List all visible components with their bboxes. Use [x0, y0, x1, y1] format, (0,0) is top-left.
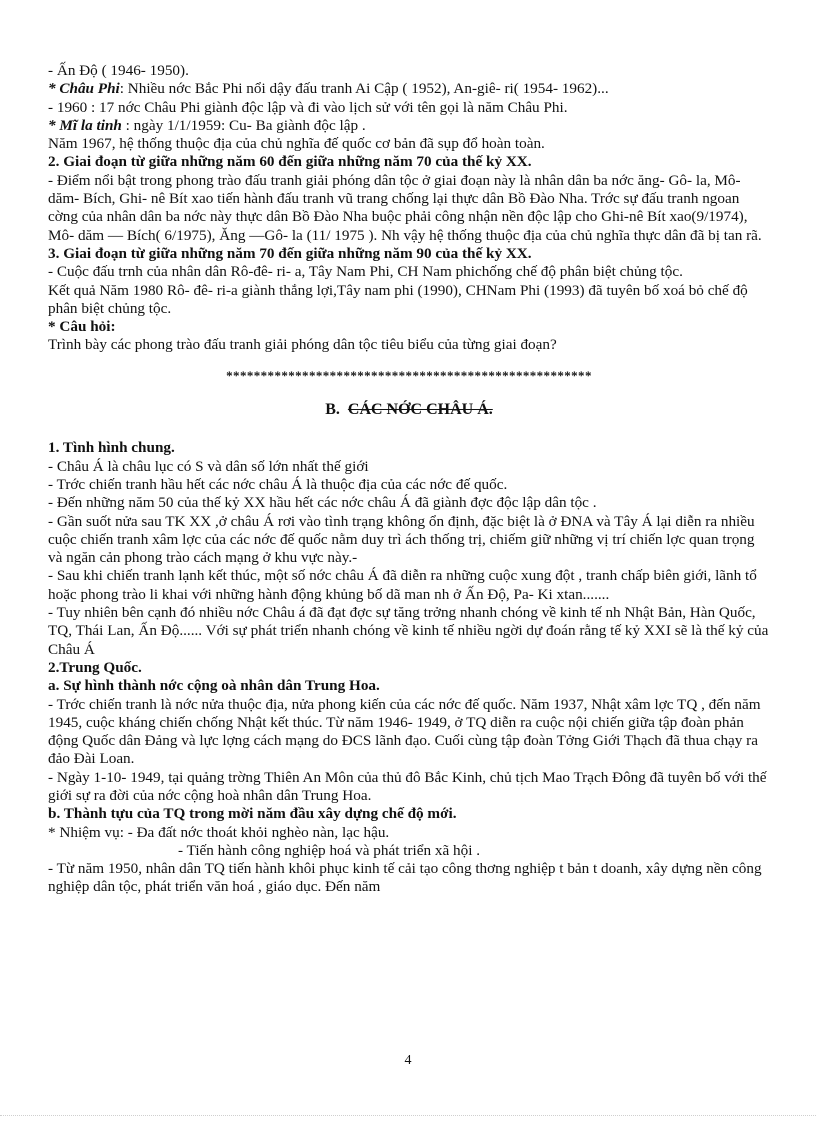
- chau-phi-text: : Nhiều nớc Bắc Phi nổi dậy đấu tranh Ai Cập ( 1952), An-giê- ri( 1954- 1962)...: [119, 80, 609, 98]
- text-line: - Ấn Độ ( 1946- 1950).: [48, 62, 189, 79]
- text-line: * Nhiệm vụ: - Đa đất nớc thoát khỏi nghèo nàn, lạc hậu.: [48, 823, 390, 841]
- text-line: - Châu Á là châu lục có S và dân số lớn nhất thế giới: [48, 457, 369, 475]
- text-line: - Trớc chiến tranh hầu hết các nớc châu Á là thuộc địa của các nớc đế quốc.: [48, 475, 508, 493]
- chau-phi-paragraph: [48, 80, 770, 98]
- paragraph-phase-3: - Cuộc đấu trnh của nhân dân Rô-đê- ri- a, Tây Nam Phi, CH Nam phichống chế độ phân biệt chủng tộc.: [48, 263, 683, 281]
- footer-divider: [0, 1115, 816, 1116]
- heading-china: 2.Trung Quốc.: [48, 658, 142, 676]
- chau-phi-label: * Châu Phi: [48, 80, 120, 98]
- text-line: - Tiến hành công nghiệp hoá và phát triển xã hội .: [178, 841, 481, 859]
- paragraph: - Sau khi chiến tranh lạnh kết thúc, một số nớc châu Á đã diễn ra những cuộc xung đột , tranh chấp biên giới, lãnh tổ hoặc phong trào li khai với những hành động khủng bố dã man nh ở Ấn Độ, Pa- Ki xtan.......: [48, 567, 757, 603]
- heading-china-b: b. Thành tựu của TQ trong mời năm đầu xây dựng chế độ mới.: [48, 805, 457, 823]
- heading-phase-3: 3. Giai đoạn từ giữa những năm 70 đến giữa những năm 90 của thế kỷ XX.: [48, 244, 532, 262]
- mi-la-tinh-line: [48, 117, 770, 135]
- mi-la-tinh-text: : ngày 1/1/1959: Cu- Ba giành độc lập .: [121, 116, 366, 134]
- paragraph: - Gần suốt nửa sau TK XX ,ở châu Á rơi vào tình trạng không ổn định, đặc biệt là ở ĐNA và Tây Á lại diễn ra nhiều cuộc chiến tranh xâm lợc của các nớc đế quốc nằm duy trì ách thống trị, chiếm giữ những vị trí chiến lợc quan trọng và ngăn cản phong trào cách mạng ở khu vực này.-: [48, 512, 755, 567]
- section-title: CÁC NỚC CHÂU Á.: [347, 401, 493, 419]
- text-line: Năm 1967, hệ thống thuộc địa của chủ nghĩa đế quốc cơ bản đã sụp đổ hoàn toàn.: [48, 135, 545, 153]
- text-line: - Đến những năm 50 của thế kỷ XX hầu hết các nớc châu Á đã giành đợc độc lập dân tộc .: [48, 494, 597, 512]
- paragraph: - Trớc chiến tranh là nớc nửa thuộc địa, nửa phong kiến của các nớc đế quốc. Năm 1937, Nhật xâm lợc TQ , đến năm 1945, cuộc kháng chiến chống Nhật kết thúc. Từ năm 1946- 1949, ở TQ diễn ra cuộc nội chiến giữa tập đoàn phản động Quốc dân Đảng và lực lợng cách mạng do ĐCS lãnh đạo. Cuối cùng tập đoàn Tởng Giới Thạch đã thua chạy ra đảo Đài Loan.: [48, 695, 761, 768]
- paragraph: - Tuy nhiên bên cạnh đó nhiều nớc Châu á đã đạt đợc sự tăng trởng nhanh chóng về kinh tế nh Nhật Bản, Hàn Quốc, TQ, Thái Lan, Ấn Độ...... Với sự phát triển nhanh chóng về kinh tế nhiều ngời dự đoán rằng tế kỷ XXI sẽ là thế kỷ của Châu Á: [48, 604, 769, 658]
- question-label: * Câu hỏi:: [48, 318, 116, 336]
- heading-china-a: a. Sự hình thành nớc cộng oà nhân dân Trung Hoa.: [48, 677, 380, 695]
- document-page: [48, 62, 770, 897]
- section-heading: [48, 401, 770, 419]
- text-line: - 1960 : 17 nớc Châu Phi giành độc lập và đi vào lịch sử với tên gọi là năm Châu Phi.: [48, 98, 568, 116]
- paragraph: - Từ năm 1950, nhân dân TQ tiến hành khôi phục kinh tế cải tạo công thơng nghiệp t bản t doanh, xây dựng nền công nghiệp dân tộc, phát triển văn hoá , giáo dục. Đến năm: [48, 860, 762, 896]
- heading-general: 1. Tình hình chung.: [48, 439, 175, 457]
- section-prefix: B.: [325, 401, 340, 419]
- mi-la-tinh-label: * Mĩ la tinh: [48, 116, 122, 134]
- page-number: 4: [404, 1053, 412, 1068]
- paragraph-result: Kết quả Năm 1980 Rô- đê- ri-a giành thắng lợi,Tây nam phi (1990), CHNam Phi (1993) đã tuyên bố xoá bỏ chế độ phân biệt chủng tộc.: [48, 281, 748, 317]
- heading-phase-2: 2. Giai đoạn từ giữa những năm 60 đến giữa những năm 70 của thế kỷ XX.: [48, 153, 532, 171]
- paragraph: - Ngày 1-10- 1949, tại quảng trờng Thiên An Môn của thủ đô Bắc Kinh, chủ tịch Mao Trạch Đông đã tuyên bố với thế giới sự ra đời của nớc cộng hoà nhân dân Trung Hoa.: [48, 768, 767, 804]
- star-separator: *****************************************************: [226, 367, 592, 383]
- paragraph-phase-2: - Điểm nổi bật trong phong trào đấu tranh giải phóng dân tộc ở giai đoạn này là nhân dân ba nớc ăng- Gô- la, Mô- dăm- Bích, Ghi- nê Bít xao tiến hành đấu tranh vũ trang chống lại thực dân Bồ Đào Nha. Trớc sự đấu tranh ngoan cờng của nhân dân ba nớc này thực dân Bồ Đào Nha buộc phải công nhận nền độc lập cho Ghi-nê Bít xao(9/1974), Mô- dăm — Bích( 6/1975), Ăng —Gô- la (11/ 1975 ). Nh vậy hệ thống thuộc địa của chủ nghĩa thực dân đã bị tan rã.: [48, 171, 762, 244]
- question-text: Trình bày các phong trào đấu tranh giải phóng dân tộc tiêu biểu của từng giai đoạn?: [48, 336, 557, 354]
